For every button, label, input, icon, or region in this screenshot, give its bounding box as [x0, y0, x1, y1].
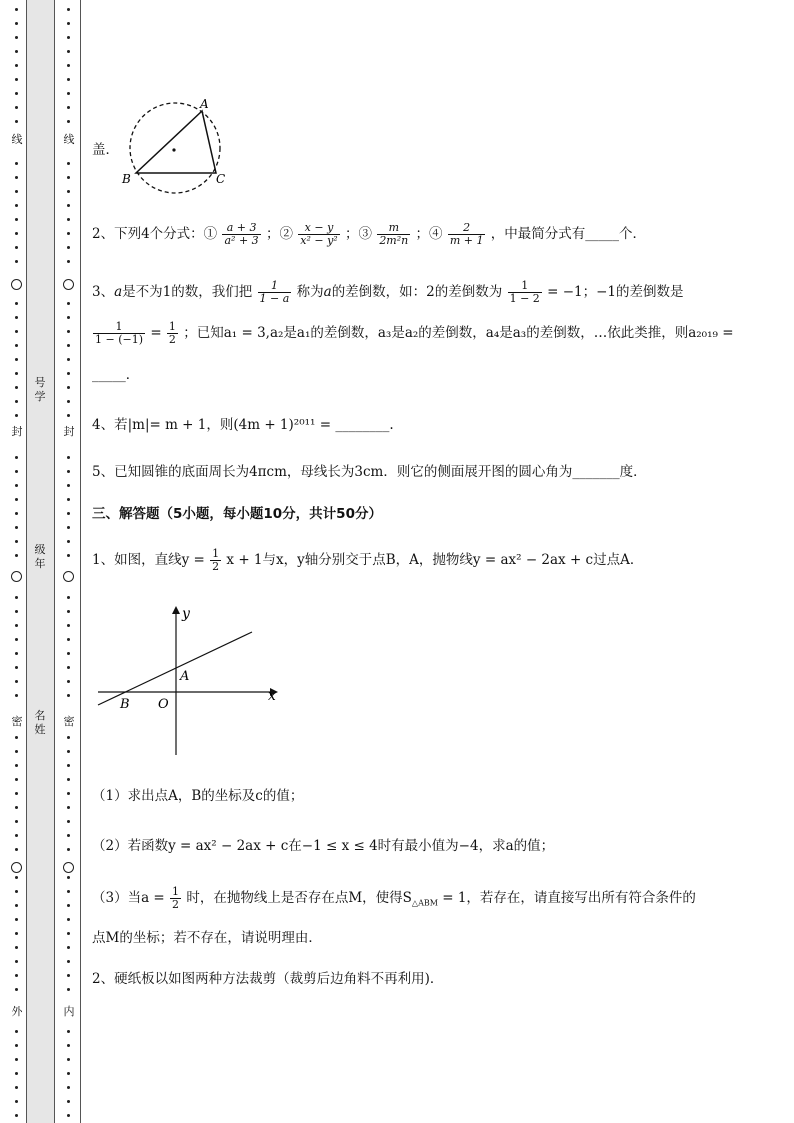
binding-dot	[67, 78, 70, 81]
binding-dot	[67, 386, 70, 389]
binding-dot	[15, 834, 18, 837]
binding-dot	[67, 358, 70, 361]
q2-f4-den: m + 1	[449, 234, 484, 247]
p1-f-den: 2	[212, 560, 220, 573]
binding-dot	[15, 876, 18, 879]
binding-dot	[15, 232, 18, 235]
binding-dot	[67, 64, 70, 67]
binding-dot	[67, 218, 70, 221]
p1-f-num: 1	[212, 547, 220, 560]
point-c-label: C	[216, 172, 226, 186]
binding-dot	[67, 190, 70, 193]
field-class-text: 级年	[34, 543, 46, 570]
binding-dot	[67, 8, 70, 11]
binding-dot	[15, 414, 18, 417]
binding-dot	[15, 400, 18, 403]
binding-dot	[67, 638, 70, 641]
q2-f1-den: a² + 3	[224, 234, 259, 247]
problem-1-sub-3-line-1	[92, 886, 696, 911]
binding-dot	[67, 932, 70, 935]
binding-dot	[15, 918, 18, 921]
binding-dot	[67, 484, 70, 487]
binding-dot	[15, 1072, 18, 1075]
binding-dot	[67, 1072, 70, 1075]
p1-text-a: 1、如图，直线y =	[92, 552, 205, 568]
section-3-title: 三、解答题（5小题，每小题10分，共计50分）	[92, 506, 382, 522]
q2-f1-num: a + 3	[222, 222, 260, 235]
outer-label-xian: 线	[8, 133, 26, 147]
binding-dot	[67, 652, 70, 655]
outer-circle	[11, 862, 22, 873]
binding-dot	[15, 36, 18, 39]
field-name	[31, 709, 49, 737]
point-a-label: A	[180, 669, 190, 684]
binding-dot	[67, 414, 70, 417]
binding-dot	[15, 120, 18, 123]
question-3-line-2	[92, 321, 734, 346]
binding-dot	[15, 470, 18, 473]
binding-dot	[67, 498, 70, 501]
binding-dot	[15, 736, 18, 739]
binding-dot	[67, 778, 70, 781]
binding-dot	[15, 344, 18, 347]
binding-dot	[67, 400, 70, 403]
binding-dot	[67, 750, 70, 753]
p1-text-b: x + 1与x，y轴分别交于点B，A，抛物线y = ax² − 2ax + c过点A．	[226, 552, 644, 568]
binding-dot	[67, 246, 70, 249]
binding-dot	[67, 540, 70, 543]
problem-2: 2、硬纸板以如图两种方法裁剪（裁剪后边角料不再利用)．	[92, 971, 444, 987]
problem-1-sub-1: （1）求出点A，B的坐标及c的值；	[92, 788, 304, 804]
field-student-number	[31, 376, 49, 404]
binding-dot	[15, 162, 18, 165]
origin-label: O	[158, 697, 169, 712]
circumcircle-figure	[120, 95, 230, 200]
binding-dot	[67, 330, 70, 333]
binding-dot	[67, 162, 70, 165]
binding-dot	[15, 330, 18, 333]
binding-dot	[67, 834, 70, 837]
binding-dot	[67, 106, 70, 109]
q3-p3-var: a	[323, 284, 332, 300]
binding-dot	[15, 78, 18, 81]
p1s3-fraction	[170, 886, 181, 911]
q2-fraction-1	[222, 222, 260, 247]
binding-dot	[15, 904, 18, 907]
q3-p4: 的差倒数，如：2的差倒数为	[331, 284, 503, 300]
q3-fraction-c	[93, 321, 145, 346]
binding-dot	[15, 372, 18, 375]
point-a-label: A	[200, 97, 209, 111]
field-student-number-text: 号学	[34, 376, 46, 403]
inner-circle	[63, 571, 74, 582]
binding-dot	[67, 694, 70, 697]
q3-p2: 是不为1的数，我们把	[122, 284, 253, 300]
binding-dot	[15, 1044, 18, 1047]
binding-dot	[67, 876, 70, 879]
q3-p3: 称为	[296, 284, 324, 300]
p1s3-f-den: 2	[172, 898, 180, 911]
p1s3-f-num: 1	[172, 885, 180, 898]
q2-text-start: 2、下列4个分式：①	[92, 226, 218, 242]
q2-sep-1: ；②	[265, 226, 293, 242]
question-3-line-3: _____．	[92, 367, 140, 383]
binding-dot	[15, 1058, 18, 1061]
p1s3-text-c: = 1，若存在，请直接写出所有符合条件的	[442, 890, 696, 906]
q3-p5: = −1；−1的差倒数是	[547, 284, 684, 300]
binding-dot	[67, 456, 70, 459]
question-5: 5、已知圆锥的底面周长为4πcm，母线长为3cm．则它的侧面展开图的圆心角为_______度．	[92, 464, 647, 480]
question-2	[92, 222, 646, 247]
binding-dot	[15, 820, 18, 823]
circle-outline	[130, 103, 220, 193]
outer-label-wai: 外	[8, 1005, 26, 1019]
outer-circle	[11, 279, 22, 290]
binding-dot	[15, 680, 18, 683]
p1s3-text-a: （3）当a =	[92, 890, 165, 906]
q3-p7: ；已知a₁ = 3,a₂是a₁的差倒数，a₃是a₂的差倒数，a₄是a₃的差倒数，…依此类推，则a₂₀₁₉ =	[183, 325, 734, 341]
binding-margin	[0, 0, 82, 1123]
binding-dot	[15, 218, 18, 221]
q2-sep-3: ；④	[415, 226, 443, 242]
binding-dot	[15, 652, 18, 655]
binding-dot	[15, 778, 18, 781]
y-axis-label: y	[182, 606, 190, 622]
binding-dot	[15, 260, 18, 263]
question-4: 4、若|m|= m + 1，则(4m + 1)²⁰¹¹ = ________.	[92, 417, 394, 433]
binding-dot	[15, 316, 18, 319]
binding-dot	[15, 792, 18, 795]
x-axis-label: x	[268, 688, 276, 704]
inner-label-feng: 封	[60, 425, 78, 439]
binding-dot	[15, 176, 18, 179]
binding-dot	[15, 526, 18, 529]
q3-fd-num: 1	[168, 320, 176, 333]
inner-circle	[63, 279, 74, 290]
binding-dot	[67, 36, 70, 39]
point-b-label: B	[122, 172, 131, 186]
outer-circle	[11, 571, 22, 582]
q2-sep-2: ；③	[345, 226, 373, 242]
student-info-band	[26, 0, 55, 1123]
inner-label-nei: 内	[60, 1005, 78, 1019]
binding-dot	[15, 246, 18, 249]
binding-dot	[15, 1086, 18, 1089]
binding-dot	[67, 890, 70, 893]
binding-dot	[15, 750, 18, 753]
binding-dot	[67, 1100, 70, 1103]
q2-fraction-2	[298, 222, 339, 247]
inner-circle	[63, 862, 74, 873]
q3-fraction-d	[167, 321, 178, 346]
coordinate-figure	[94, 600, 284, 758]
binding-dot	[15, 638, 18, 641]
q3-fd-den: 2	[168, 333, 176, 346]
binding-dot	[15, 484, 18, 487]
p1s3-text-b: 时，在抛物线上是否存在点M，使得S	[186, 890, 412, 906]
binding-dot	[15, 946, 18, 949]
field-class	[31, 543, 49, 571]
q2-text-end: ，中最简分式有_____个．	[490, 226, 647, 242]
binding-dot	[67, 176, 70, 179]
q3-fb-num: 1	[508, 280, 542, 293]
problem-1-sub-3-line-2: 点M的坐标；若不存在，请说明理由．	[92, 930, 322, 946]
binding-dot	[15, 512, 18, 515]
binding-dot	[15, 932, 18, 935]
binding-dot	[67, 50, 70, 53]
binding-dot	[67, 22, 70, 25]
q2-fraction-4	[448, 222, 486, 247]
binding-dot	[15, 8, 18, 11]
binding-dot	[15, 22, 18, 25]
binding-dot	[15, 610, 18, 613]
binding-dot	[67, 1114, 70, 1117]
q3-fraction-a	[258, 280, 292, 305]
binding-dot	[67, 120, 70, 123]
circle-center	[172, 148, 175, 151]
binding-dot	[15, 498, 18, 501]
outer-label-mi: 密	[8, 715, 26, 729]
binding-dot	[67, 1058, 70, 1061]
q2-f3-num: m	[377, 222, 410, 235]
binding-dot	[15, 456, 18, 459]
binding-dot	[67, 302, 70, 305]
binding-dot	[15, 540, 18, 543]
binding-dot	[67, 764, 70, 767]
figure1-prefix: 盖．	[92, 142, 119, 158]
binding-dot	[67, 946, 70, 949]
binding-dot	[67, 316, 70, 319]
binding-dot	[67, 974, 70, 977]
binding-dot	[15, 1100, 18, 1103]
binding-dot	[67, 610, 70, 613]
point-b-label: B	[120, 697, 130, 712]
binding-dot	[15, 358, 18, 361]
q3-p6: =	[150, 325, 162, 341]
inner-label-xian: 线	[60, 133, 78, 147]
p1-fraction	[210, 548, 221, 573]
binding-dot	[15, 974, 18, 977]
binding-dot	[67, 596, 70, 599]
inner-dotted-line	[64, 0, 74, 1123]
binding-dot	[67, 806, 70, 809]
line-graph	[98, 632, 252, 705]
binding-dot	[15, 190, 18, 193]
binding-dot	[15, 596, 18, 599]
binding-dot	[67, 848, 70, 851]
q3-fraction-b	[508, 280, 542, 305]
binding-dot	[15, 1114, 18, 1117]
binding-dot	[67, 470, 70, 473]
problem-1-sub-2: （2）若函数y = ax² − 2ax + c在−1 ≤ x ≤ 4时有最小值为−4，求a的值；	[92, 838, 555, 854]
binding-dot	[67, 1030, 70, 1033]
y-axis-arrow	[172, 606, 180, 614]
binding-dot	[15, 624, 18, 627]
binding-dot	[15, 666, 18, 669]
binding-dot	[67, 372, 70, 375]
binding-dot	[15, 50, 18, 53]
binding-dot	[15, 806, 18, 809]
q3-fa-num: 1	[258, 280, 292, 293]
binding-dot	[67, 1044, 70, 1047]
margin-rule	[80, 0, 81, 1123]
binding-dot	[15, 554, 18, 557]
binding-dot	[67, 988, 70, 991]
binding-dot	[67, 554, 70, 557]
binding-dot	[67, 344, 70, 347]
binding-dot	[15, 764, 18, 767]
binding-dot	[67, 680, 70, 683]
binding-dot	[15, 386, 18, 389]
binding-dot	[67, 260, 70, 263]
binding-dot	[15, 890, 18, 893]
q3-fc-num: 1	[93, 321, 145, 334]
binding-dot	[67, 624, 70, 627]
binding-dot	[15, 1030, 18, 1033]
binding-dot	[67, 1086, 70, 1089]
binding-dot	[67, 232, 70, 235]
q2-f3-den: 2m²n	[379, 234, 409, 247]
q2-f4-num: 2	[448, 222, 486, 235]
outer-dotted-line	[12, 0, 22, 1123]
q2-f2-num: x − y	[298, 222, 339, 235]
binding-dot	[67, 918, 70, 921]
binding-dot	[67, 736, 70, 739]
binding-dot	[15, 204, 18, 207]
binding-dot	[67, 792, 70, 795]
binding-dot	[67, 92, 70, 95]
p1s3-subscript: △ABM	[411, 898, 438, 908]
binding-dot	[15, 64, 18, 67]
binding-dot	[15, 988, 18, 991]
binding-dot	[67, 904, 70, 907]
q3-p1: 3、	[92, 284, 115, 300]
binding-dot	[67, 526, 70, 529]
binding-dot	[15, 848, 18, 851]
binding-dot	[15, 694, 18, 697]
problem-1	[92, 548, 643, 573]
binding-dot	[15, 960, 18, 963]
q3-p1-var: a	[114, 284, 123, 300]
binding-dot	[15, 92, 18, 95]
q3-fa-den: 1 − a	[259, 292, 290, 305]
binding-dot	[67, 960, 70, 963]
binding-dot	[15, 302, 18, 305]
binding-dot	[67, 820, 70, 823]
binding-dot	[67, 666, 70, 669]
q3-fb-den: 1 − 2	[509, 292, 540, 305]
q2-f2-den: x² − y²	[300, 234, 338, 247]
field-name-text: 名姓	[34, 709, 46, 736]
inner-label-mi: 密	[60, 715, 78, 729]
binding-dot	[67, 204, 70, 207]
question-3-line-1	[92, 280, 684, 305]
q3-fc-den: 1 − (−1)	[95, 333, 144, 346]
outer-label-feng: 封	[8, 425, 26, 439]
q2-fraction-3	[377, 222, 410, 247]
binding-dot	[67, 512, 70, 515]
binding-dot	[15, 106, 18, 109]
triangle-abc	[136, 111, 216, 173]
